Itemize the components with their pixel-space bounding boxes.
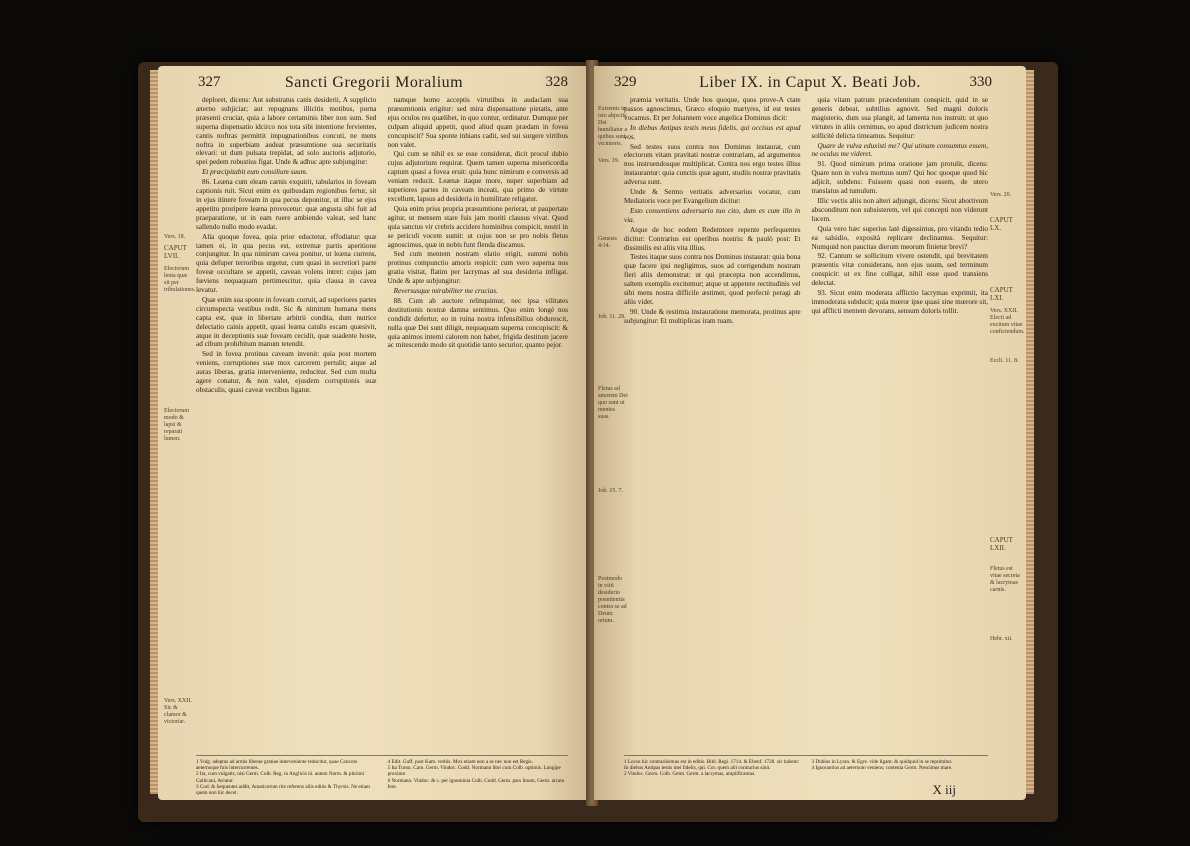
paragraph: 86. Leæna cum eleam carnis exquirit, tabularios in foveam captionis ruit. Sicut enim ex quibusdam regionibus fertur, sit in ejus itinere foveam in qua pecus deponitur, ut illuc se ejus appetitu proripere leæna provocetur: quæ angusta sibi fuit ad praeparatione, ut in eam ruere ambiendo valeat, sed hanc sallendo nullo modo evadat. — [196, 178, 377, 231]
margin-note: Eccli. 11. 8. — [990, 358, 1019, 364]
left-column-1 — [196, 96, 376, 756]
paragraph: Quæ enim sua sponte in foveam corruit, ad superiores partes circumspecta vestibus redit. Sic & nimirum humana mens capta est, quæ in libertate arbitrii condita, dum nutrice delectatio cainis appetit, quasi leæna catulis escam quæsivit, atque in deceptionis suæ foveam cecidit, quæ suadente hoste, ad cibum prohibitum manum tetendit. — [196, 295, 377, 349]
margin-note: Extremis in isto abjectis Dei humiliatur a quibus sunt vicinioris. — [598, 106, 628, 147]
left-page-number: 327 — [198, 74, 221, 90]
footnote: 3 Cod. & Sequentes addit, Amaticorum rite referens aliis editis & Thyrsis. Ne etiam quem non hic decet. — [196, 783, 370, 797]
paragraph: Sed testes suos contra nos Dominus instaurat, cum electorum vitam pravitati nostræ contrariam, ad argumentos nos instruendosque multiplicat. Contra nos ergo testes illius instaurantur: quia cunctis quæ agunt, studiis nostræ pravitatis adversa sunt. — [624, 142, 801, 187]
right-column-1 — [624, 96, 801, 756]
right-page-edge — [1026, 70, 1034, 794]
paragraph: 91. Quod nimirum prima oratione jam protulit, dicens: Quare non in vulva mortuus sum? Qui hoc quoque quod hic adjicit, subdens: Fuissem quasi non essem, de utero translatus ad tumulum. — [811, 160, 988, 196]
margin-note-caput: CAPUT LX. — [990, 216, 1013, 232]
paragraph: 90. Unde & restimia instauratione memorata, protinus apte subjungitur: Et multiplicas iram tuam. — [624, 307, 801, 325]
margin-note: Job. 11. 28. — [598, 314, 626, 320]
right-column-number: 330 — [969, 74, 992, 90]
left-page-header — [158, 72, 590, 94]
left-footnotes — [196, 755, 568, 797]
margin-note: Job. 15. 7. — [598, 488, 623, 494]
footnote: 1 Locus hic contrariisimus est in editis. Bibl. Regi. 1714. & Ebenf. 1728. sic habent: In diebus Antipas testis mei fidelis, qui. Cor. quem alii contrarius sinit. — [624, 759, 800, 772]
footnote: 6 Normann. Vindoc. & c. per ignominia Colb. Codd. Germ. pars linum, Germ. arcam fere. — [387, 777, 565, 790]
paragraph: namque homo acceptis virtutibus in audaciam sua præsumtionis erigitur: sed mira dispensatione pietatis, ante ejus oculos res quælibet, in quo contur, ordinatur. Dumque per culpam aliquid appetit, quod aliud quam prædam in fovea concupiscit? Sua sponte inhians cadit, sed sui surgere virtibus non valet. — [387, 96, 568, 149]
quotation: Reversusque mirabiliter me crucias. — [393, 287, 498, 296]
left-column-2 — [388, 96, 568, 756]
margin-note-caput: CAPUT LVII. — [164, 244, 187, 260]
margin-note: Vers. 18. — [164, 234, 186, 240]
footnote: 3 Dubius in Lyran. & Egre. vide ligam: & quidquid in se reprimitur. — [811, 759, 953, 765]
left-page-edge — [150, 70, 158, 794]
footnote-column — [811, 759, 988, 771]
left-text-columns — [196, 96, 568, 756]
paragraph: Unde & Sermo veritatis adversarius vocatur, cum Mediatoris voce per Evangelium dicitur: — [624, 188, 801, 205]
paragraph: Quia enim prius propria præsumtione perierat, ut paupertate agitur, ut mensem stare fuis jam moriti clausus vivat. Quod quia sanctus vir crebris accidere hominibus conspicit, nostri in se periculi vocem sumit: ut cujus non se pro nobis fletus agnoscimus, quæ in nobis funt flenda discamus. — [387, 204, 568, 249]
paragraph: 88. Cum ab auctore relinquimur, nec ipsa vilitates destitutionis nostræ damna sentimus. Quo enim longè nos condidit defertur, eo in ruina nostra infensibilius obdurescit, nulla quæ Dei sunt diligit, nequaquam superna concupiscit: & quia animos interni calorem non habet, frigida destitum jacere ac mitescendo modo sit quotidie tanto securior, quanto pejor. — [387, 296, 568, 350]
left-running-title: Sancti Gregorii Moralium — [284, 74, 464, 91]
margin-note: Fletus ad amorem Dei quo sunt ut mentes suas. — [598, 386, 628, 420]
footnote-column — [388, 759, 568, 790]
margin-note: Vers. XXII. Sic & clamor & victoriæ. — [164, 698, 192, 725]
footnote: 2 Ita, cum vulgatis, nisi Germ. Colb. Reg. in Anglicis iii. autem Norm. & plurimi Gallicani, Aviatur. — [196, 771, 365, 784]
left-page — [158, 66, 590, 800]
margin-note-caput: CAPUT LXII. — [990, 536, 1013, 552]
footnote-column — [624, 759, 801, 778]
margin-note: Genesis 4:14. — [598, 236, 617, 249]
paragraph: Sed cum mentem nostram elatio erigit, summi nobis protinus compunctio amoris respicit: cum vero superna nos gratia visitat, flatim per lacrymas ad sua desideria infligat. Unde & apte subjungitur: — [387, 250, 568, 286]
footnote: 1 Vulg. adeptus ad armis liberae gratiae interveniente reducitur, quae Concors aeternoque fuis intercurrentes. — [196, 759, 358, 772]
right-page-header — [594, 72, 1026, 94]
paragraph: Alia quoque fovea, quia prior eductetur, effodiatur: quæ tamen ei, in qua pecus est, extremæ partis aperitione conjungitur. In qua nimirum cavea ponitur, ut leæna currens, quia defuper terroribus urgetur, cum quasi in secretiori parte foveæ occultare se appetit, cavean volens intret: cujus jam fœviens nequaquam pertimescitur, quia clausa in cavea levatur. — [196, 232, 377, 295]
quotation: Esto consentiens adversario tuo cito, dum es cum illo in via. — [624, 206, 801, 224]
margin-note: Hebr. xii. — [990, 636, 1013, 642]
footnote: 4 Edit. Guff. post Kam. verbis. Mox etiam non a se nec non est Regis. — [387, 759, 533, 765]
right-page — [594, 66, 1026, 800]
footnote-column — [196, 759, 376, 796]
quotation: In diebus Antipas testis meus fidelis, qui occisus est apud vos. — [624, 123, 801, 141]
paragraph: quia vitam patrum præcedentium conspicit, quid in se generis debeat, subtilius agnovit. Sed magni doloris magisterio, dum sua plangit, ad lamenta nos instruit: ut quo virtutes in aliis cernimus, eo apud districtum judicem nostra sollicitè delicta timeamus. Sequitur: — [811, 96, 988, 140]
paragraph: deploret, dicens: Aut substratus canis desiderii, A supplicio æterno subjiciar; aut repugnans illicitis motibus, porna præsenti cruciar, quia a labore certaminis liber non sum. Sed superna dispensatio idcirco nos tota sibi intentione fervientes, cantis noftras permittit impugnationibus concuti, ne mens noftra in superbiam audeat præsumtione sua securitatis elevari: ut dum pulsata trepidat, ad solo auctoris adjutorio, spei pedem robustius figat. Unde & adhuc apte subjungitur: — [196, 96, 377, 167]
margin-note: Electorum lenta quæ sit per tribulationes. — [164, 266, 196, 293]
footnote: 4 Ignorantius ad aeternum veniens; contenta Germ. Nescimus mare. — [811, 765, 953, 772]
margin-note-caput: CAPUT LXI. — [990, 286, 1013, 302]
margin-note: Vers. 19. — [598, 158, 620, 164]
right-text-columns — [624, 96, 988, 756]
footnote: 5 Ita Turon. Carn. Germ. Vindoc. Codd. Normann libri cum Colb. optimis. Longipe proxime. — [387, 765, 561, 778]
paragraph: 92. Cantum se sollicitum vivere ostendit, qui brevitatem præsentis vitæ considerans, non ejus usum, sed terminum conspicit: ut ex fine colligat, nihil esse quod transiens delectat. — [811, 252, 988, 288]
quotation: Quare de vulva eduxisti me? Qui utinam consumtus essem, ne oculus me videret. — [811, 141, 988, 159]
paragraph: Testes itaque suos contra nos Dominus instaurat: quia bona quæ facere ipsi negligimus, suos ad corrigendum nostram fieri aliis demonstrat: ut qui præcepta non accendimus, saltem exemplis excitemur; atque ut appetere rectitudinis vel sibi mens nostra difficile æstimet, quod perfectè peragi ab aliis videt. — [624, 253, 801, 306]
paragraph: præmia veritatis. Unde hos quoque, quos prove-A ctate passos agnoscimus, Græco eloquio martyres, id est testes vocamus. Et per Johannem voce angelica Dominus dicit: — [624, 96, 801, 122]
margin-note: Postmodo in vitii desiderio poenitentia contra se ad Deum ortum. — [598, 576, 627, 624]
right-page-number: 329 — [614, 74, 637, 90]
paragraph: Quia vero hæc superius latè digessimus, pro vitando tedio ea salsidio, exposità replicare declinamus. Sequitur: Numquid non paucitas dierum meorum finietur brevi? — [811, 224, 988, 251]
paragraph: Atque de hoc eodem Redemtore repente perfequentes dicitur: Contrarius est operibus nostris: & paulò post: Et dissimilis est aliis vita illius. — [624, 225, 801, 252]
footnote: 2 Vindoc. Germ. Colb. Gemt. Germ. a lacrymas, amplificamus. — [624, 771, 756, 778]
right-column-2 — [811, 96, 988, 756]
right-running-title: Liber IX. in Caput X. Beati Job. — [699, 74, 921, 91]
margin-note: Vers. XXII. Electi ad excitum vitae conficiendum. — [990, 308, 1025, 335]
margin-note: Electorum modo & lapsi & reparati lumen. — [164, 408, 189, 442]
left-column-number: 328 — [545, 74, 568, 90]
margin-note: Fletus est vitae secreta & lacrymas carnis. — [990, 566, 1020, 593]
paragraph: Qui cum se nihil ex se esse considerat, dicit procul dubio cujus adjutorium requirat. Quem tamen superna misericordia captum quasi a fovea eruit: quia hunc nimirum e conversis ad veniam reducit. Leænæ itaque more, nuper superbiam ad superiores partes in caveam inceati, qua primo de virtute excellunt, lapsus ad desideria in humilitate religatur. — [387, 150, 568, 203]
paragraph: 93. Sicut enim moderata afflictio lacrymas exprimit, ita immoderata subducit; quia mœror ipse quasi sine mœrore sit, qui afflicti mentem devorans, sensum doloris tollit. — [811, 289, 988, 315]
signature-mark: X iij — [932, 782, 956, 797]
paragraph: Illic vectis aliis non alteri adjungit, dicens: Sicut abortivum absconditum non subsisterem, vel qui concepti non viderunt lucem. — [811, 196, 988, 223]
margin-note: Vers. 20. — [990, 192, 1012, 198]
quotation: Et præcipitabit eum consilium suum. — [202, 168, 308, 177]
paragraph: Sed in fovea protinus caveam invenit: quia post mortem veniens, corruptiones suæ mox carcerem pertulit; atque ad auras liberas, gratia interveniente, reducitur. Sed cum multa agere conatur, & non valet, ejusdem corruptionis suæ obstaculis, quasi caveæ vectibus ligatur. — [196, 350, 377, 394]
